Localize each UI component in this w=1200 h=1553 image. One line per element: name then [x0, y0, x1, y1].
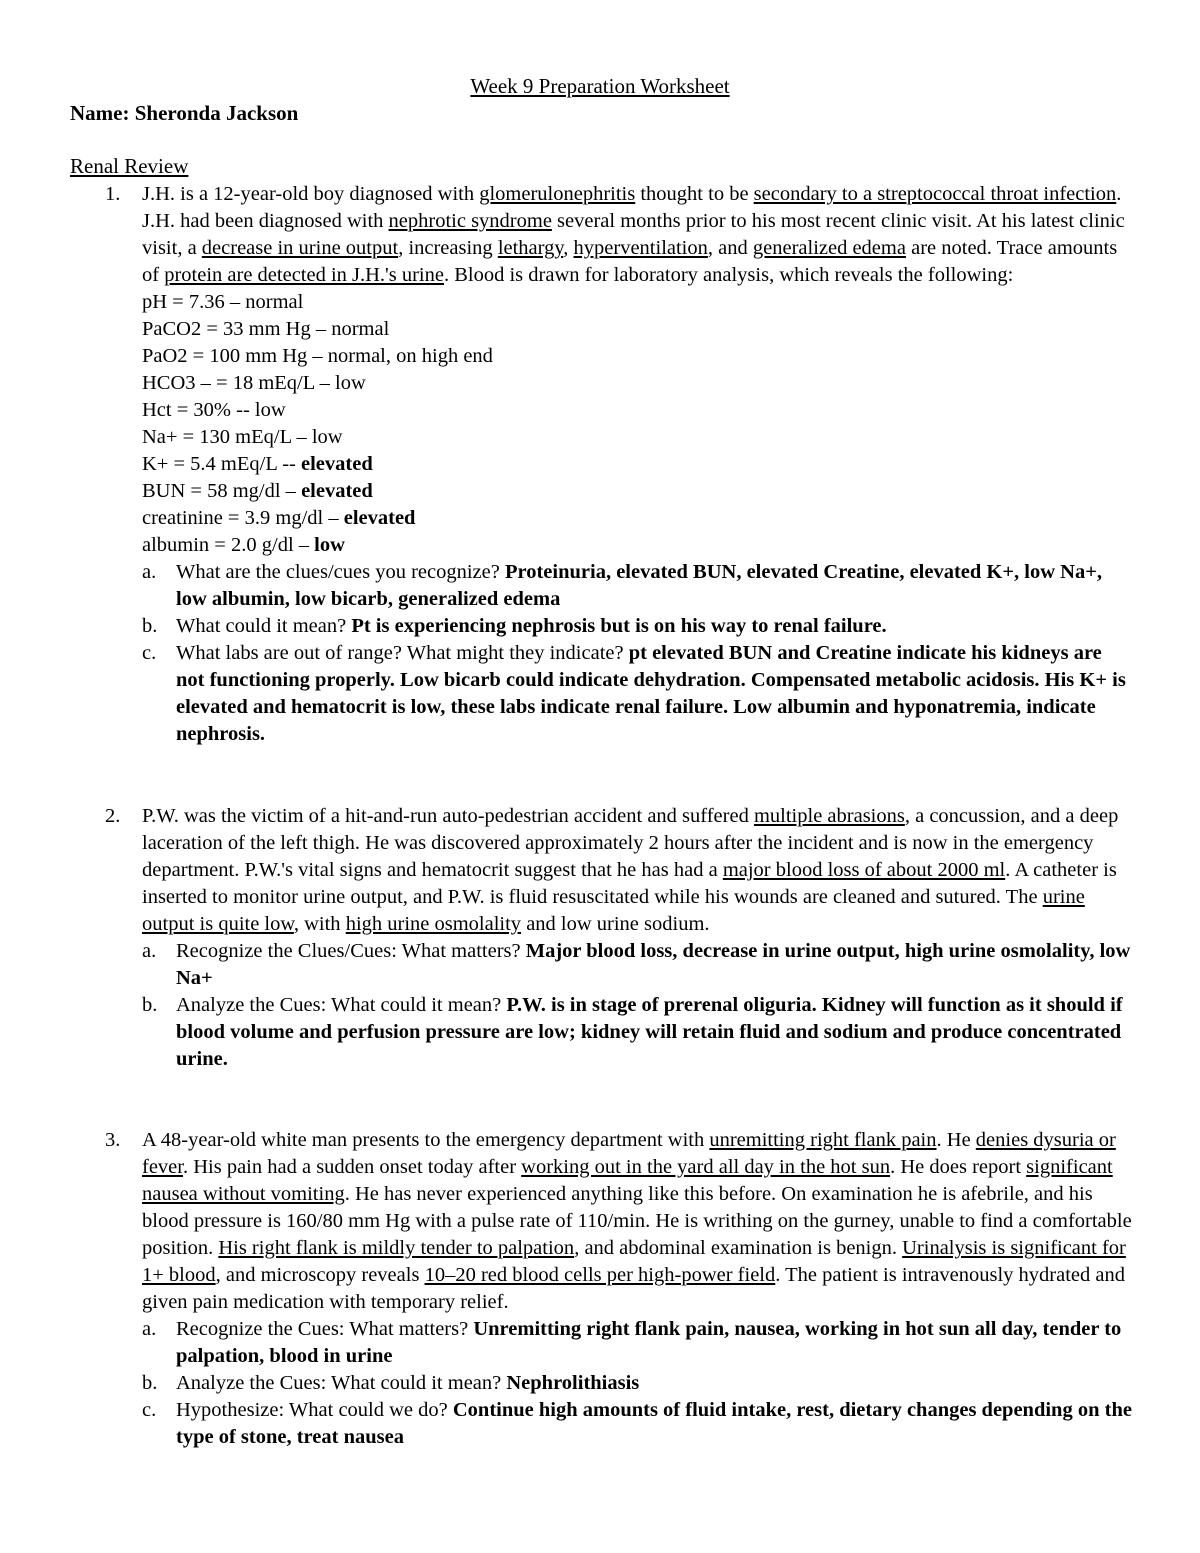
lab-results	[142, 289, 1135, 559]
question-number: 2.	[105, 805, 121, 827]
section-heading: Renal Review	[70, 154, 189, 178]
question-number: 3.	[105, 1129, 121, 1151]
case-text: A 48-year-old white man presents to the emergency department with unremitting right flank pain. He denies dysuria or fever. His pain had a sudden onset today after working out in the yard all day in the hot sun. He does report significant nausea without vomiting. He has never experienced anything like this before. On examination he is afebrile, and his blood pressure is 160/80 mm Hg with a pulse rate of 110/min. He is writhing on the gurney, unable to find a comfortable position. His right flank is mildly tender to palpation, and abdominal examination is benign. Urinalysis is significant for 1+ blood, and microscopy reveals 10–20 red blood cells per high-power field. The patient is intravenously hydrated and given pain medication with temporary relief.	[142, 1129, 1132, 1313]
lab-row: creatinine = 3.9 mg/dl – elevated	[142, 507, 416, 529]
question-body	[142, 181, 1135, 748]
student-name: Name: Sheronda Jackson	[70, 101, 299, 125]
sub-question-b: b. Analyze the Cues: What could it mean? Nephrolithiasis	[142, 1372, 640, 1394]
sub-question-a: a. Recognize the Cues: What matters? Unremitting right flank pain, nausea, working in hot sun all day, tender to palpation, blood in urine	[142, 1318, 1122, 1367]
lab-row: BUN = 58 mg/dl – elevated	[142, 480, 373, 502]
lab-row: PaCO2 = 33 mm Hg – normal	[142, 318, 390, 340]
lab-row: PaO2 = 100 mm Hg – normal, on high end	[142, 345, 493, 367]
question-1	[105, 181, 1135, 748]
question-number: 1.	[105, 183, 121, 205]
sub-question-a: a. What are the clues/cues you recognize? Proteinuria, elevated BUN, elevated Creatine, elevated K+, low Na+, low albumin, low bicarb, generalized edema	[142, 561, 1103, 610]
lab-row: Hct = 30% -- low	[142, 399, 286, 421]
question-2	[105, 803, 1135, 1073]
lab-row: albumin = 2.0 g/dl – low	[142, 534, 345, 556]
case-text: P.W. was the victim of a hit-and-run auto-pedestrian accident and suffered multiple abrasions, a concussion, and a deep laceration of the left thigh. He was discovered approximately 2 hours after the incident and is now in the emergency department. P.W.'s vital signs and hematocrit suggest that he has had a major blood loss of about 2000 ml. A catheter is inserted to monitor urine output, and P.W. is fluid resuscitated while his wounds are cleaned and sutured. The urine output is quite low, with high urine osmolality and low urine sodium.	[142, 805, 1119, 935]
lab-row: HCO3 – = 18 mEq/L – low	[142, 372, 366, 394]
lab-row: pH = 7.36 – normal	[142, 291, 304, 313]
sub-question-c: c. What labs are out of range? What might they indicate? pt elevated BUN and Creatine indicate his kidneys are not functioning properly. Low bicarb could indicate dehydration. Compensated metabolic acidosis. His K+ is elevated and hematocrit is low, these labs indicate renal failure. Low albumin and hyponatremia, indicate nephrosis.	[142, 642, 1126, 745]
question-3	[105, 1127, 1135, 1451]
lab-row: Na+ = 130 mEq/L – low	[142, 426, 343, 448]
question-body	[142, 1127, 1135, 1451]
sub-question-c: c. Hypothesize: What could we do? Continue high amounts of fluid intake, rest, dietary changes depending on the type of stone, treat nausea	[142, 1399, 1132, 1448]
question-body	[142, 803, 1135, 1073]
sub-question-b: b. Analyze the Cues: What could it mean? P.W. is in stage of prerenal oliguria. Kidney will function as it should if blood volume and perfusion pressure are low; kidney will retain fluid and sodium and produce concentrated urine.	[142, 994, 1123, 1070]
sub-question-b: b. What could it mean? Pt is experiencing nephrosis but is on his way to renal failure.	[142, 615, 887, 637]
page-title: Week 9 Preparation Worksheet	[470, 74, 730, 98]
lab-row: K+ = 5.4 mEq/L -- elevated	[142, 453, 373, 475]
sub-question-a: a. Recognize the Clues/Cues: What matters? Major blood loss, decrease in urine output, high urine osmolality, low Na+	[142, 940, 1131, 989]
case-text: J.H. is a 12-year-old boy diagnosed with glomerulonephritis thought to be secondary to a streptococcal throat infection. J.H. had been diagnosed with nephrotic syndrome several months prior to his most recent clinic visit. At his latest clinic visit, a decrease in urine output, increasing lethargy, hyperventilation, and generalized edema are noted. Trace amounts of protein are detected in J.H.'s urine. Blood is drawn for laboratory analysis, which reveals the following:	[142, 183, 1125, 286]
